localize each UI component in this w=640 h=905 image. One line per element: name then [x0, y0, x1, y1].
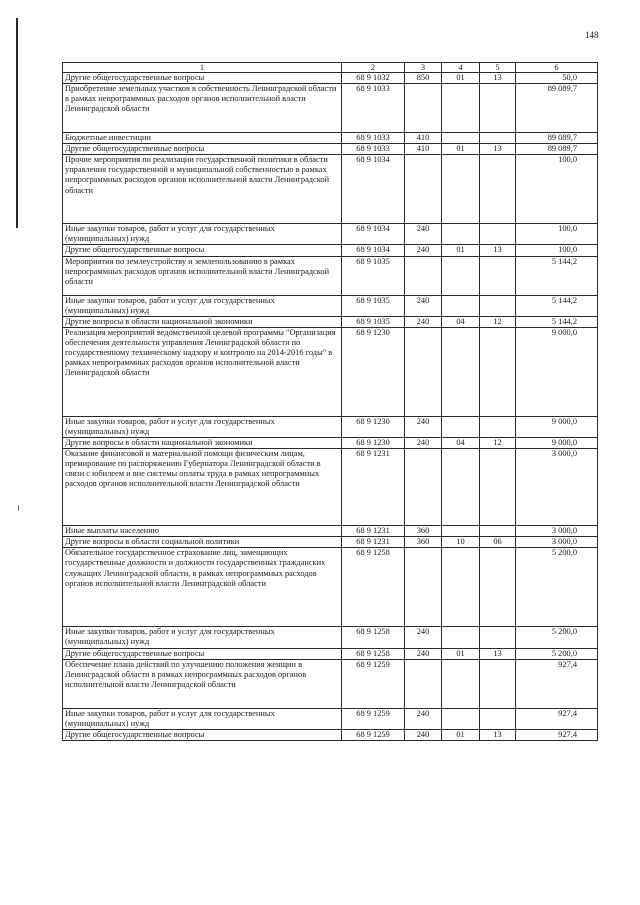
header-row: [63, 63, 598, 73]
row-vr: 240: [405, 416, 442, 437]
row-code: 68 9 1259: [342, 708, 405, 729]
row-name: Другие вопросы в области национальной экономики: [63, 316, 342, 327]
row-name: Другие общегосударственные вопросы: [63, 729, 342, 740]
row-code: 68 9 1035: [342, 316, 405, 327]
row-pr: [480, 416, 516, 437]
row-vr: [405, 659, 442, 708]
row-vr: [405, 548, 442, 627]
row-pr: [480, 708, 516, 729]
row-rz: 10: [442, 537, 480, 548]
row-sum: 89 089,7: [516, 133, 598, 144]
table-row: [63, 155, 598, 224]
row-sum: 3 000,0: [516, 526, 598, 537]
row-pr: [480, 256, 516, 295]
row-vr: 850: [405, 73, 442, 84]
row-sum: 3 000,0: [516, 449, 598, 526]
row-rz: [442, 708, 480, 729]
row-sum: 5 144,2: [516, 316, 598, 327]
row-vr: [405, 327, 442, 416]
row-code: 68 9 1230: [342, 416, 405, 437]
budget-table: [62, 62, 598, 741]
row-rz: [442, 449, 480, 526]
row-code: 68 9 1230: [342, 438, 405, 449]
row-pr: 13: [480, 73, 516, 84]
row-name: Другие общегосударственные вопросы: [63, 73, 342, 84]
table-row: [63, 729, 598, 740]
row-pr: 13: [480, 648, 516, 659]
row-code: 68 9 1032: [342, 73, 405, 84]
row-code: 68 9 1231: [342, 537, 405, 548]
row-vr: 240: [405, 295, 442, 316]
table-row: [63, 327, 598, 416]
header-col-4: 4: [442, 63, 480, 73]
row-vr: 240: [405, 224, 442, 245]
row-name: Приобретение земельных участков в собственность Ленинградской области в рамках непрограммных расходов органов исполнительной власти Ленинградской области: [63, 84, 342, 133]
row-rz: 04: [442, 316, 480, 327]
row-sum: 50,0: [516, 73, 598, 84]
row-sum: 927,4: [516, 729, 598, 740]
table-row: [63, 73, 598, 84]
row-rz: 01: [442, 73, 480, 84]
row-sum: 89 089,7: [516, 84, 598, 133]
row-sum: 100,0: [516, 245, 598, 256]
row-name: Другие вопросы в области национальной экономики: [63, 438, 342, 449]
row-name: Мероприятия по землеустройству и землепользованию в рамках непрограммных расходов органов исполнительной власти Ленинградской области: [63, 256, 342, 295]
row-code: 68 9 1033: [342, 144, 405, 155]
row-name: Реализация мероприятий ведомственной целевой программы "Организация обеспечения деятельности управления Ленинградской области по государственному техническому надзору и контролю на 2014-2016 годы" в рамках непрограммных расходов органов исполнительной власти Ленинградской области: [63, 327, 342, 416]
row-code: 68 9 1258: [342, 627, 405, 648]
row-name: Иные закупки товаров, работ и услуг для государственных (муниципальных) нужд: [63, 295, 342, 316]
row-name: Иные закупки товаров, работ и услуг для государственных (муниципальных) нужд: [63, 416, 342, 437]
table-row: [63, 537, 598, 548]
table-row: [63, 438, 598, 449]
row-rz: 01: [442, 648, 480, 659]
row-vr: 240: [405, 648, 442, 659]
table-row: [63, 316, 598, 327]
row-name: Другие вопросы в области социальной политики: [63, 537, 342, 548]
left-margin-tick: [18, 505, 19, 511]
row-rz: [442, 416, 480, 437]
row-code: 68 9 1034: [342, 155, 405, 224]
row-pr: 13: [480, 729, 516, 740]
row-sum: 5 200,0: [516, 627, 598, 648]
row-pr: [480, 526, 516, 537]
row-code: 68 9 1033: [342, 84, 405, 133]
row-pr: [480, 133, 516, 144]
row-vr: 360: [405, 537, 442, 548]
header-col-6: 6: [516, 63, 598, 73]
row-code: 68 9 1033: [342, 133, 405, 144]
row-pr: [480, 84, 516, 133]
row-vr: [405, 155, 442, 224]
row-code: 68 9 1259: [342, 659, 405, 708]
row-sum: 5 200,0: [516, 648, 598, 659]
row-name: Обязательное государственное страхование лиц, замещающих государственные должности и должности государственных гражданских служащих Ленинградской области, в рамках непрограммных расходов органов исполнительной власти Ленинградской области: [63, 548, 342, 627]
row-sum: 9 000,0: [516, 327, 598, 416]
header-col-1: 1: [63, 63, 342, 73]
row-code: 68 9 1231: [342, 526, 405, 537]
row-pr: [480, 659, 516, 708]
row-pr: [480, 449, 516, 526]
row-rz: 04: [442, 438, 480, 449]
row-rz: [442, 224, 480, 245]
row-rz: [442, 327, 480, 416]
row-pr: 12: [480, 438, 516, 449]
row-sum: 89 089,7: [516, 144, 598, 155]
header-col-5: 5: [480, 63, 516, 73]
table-row: [63, 548, 598, 627]
row-code: 68 9 1231: [342, 449, 405, 526]
row-pr: [480, 548, 516, 627]
table-row: [63, 245, 598, 256]
row-name: Иные закупки товаров, работ и услуг для государственных (муниципальных) нужд: [63, 627, 342, 648]
table-row: [63, 416, 598, 437]
row-rz: [442, 155, 480, 224]
row-pr: 13: [480, 245, 516, 256]
table-row: [63, 256, 598, 295]
table-row: [63, 627, 598, 648]
left-margin-line: [16, 18, 18, 228]
row-rz: [442, 295, 480, 316]
row-vr: 240: [405, 729, 442, 740]
budget-table-container: [62, 62, 597, 741]
row-code: 68 9 1034: [342, 224, 405, 245]
row-pr: 12: [480, 316, 516, 327]
row-name: Бюджетные инвестиции: [63, 133, 342, 144]
table-body: [63, 73, 598, 741]
table-row: [63, 295, 598, 316]
row-name: Обеспечение плана действий по улучшению положения женщин в Ленинградской области в рамках непрограммных расходов органов исполнительной власти Ленинградской области: [63, 659, 342, 708]
row-vr: [405, 449, 442, 526]
row-code: 68 9 1035: [342, 295, 405, 316]
row-sum: 100,0: [516, 224, 598, 245]
table-row: [63, 659, 598, 708]
row-rz: [442, 659, 480, 708]
row-name: Оказание финансовой и материальной помощи физическим лицам, премирование по распоряжению Губернатора Ленинградской области в связи с юбилеем и вне системы оплаты труда в рамках непрограммных расходов органов исполнительной власти Ленинградской области: [63, 449, 342, 526]
row-sum: 5 144,2: [516, 295, 598, 316]
row-vr: [405, 256, 442, 295]
row-sum: 927,4: [516, 659, 598, 708]
row-rz: [442, 548, 480, 627]
row-name: Иные закупки товаров, работ и услуг для государственных (муниципальных) нужд: [63, 224, 342, 245]
row-pr: [480, 327, 516, 416]
row-name: Прочие мероприятия по реализации государственной политики в области управления государственной и муниципальной собственностью в рамках непрограммных расходов органов исполнительной власти Ленинградской области: [63, 155, 342, 224]
row-rz: [442, 256, 480, 295]
table-row: [63, 708, 598, 729]
row-sum: 5 144,2: [516, 256, 598, 295]
row-sum: 9 000,0: [516, 416, 598, 437]
row-pr: [480, 627, 516, 648]
table-row: [63, 84, 598, 133]
row-pr: [480, 224, 516, 245]
row-vr: 240: [405, 708, 442, 729]
row-name: Другие общегосударственные вопросы: [63, 144, 342, 155]
row-code: 68 9 1258: [342, 648, 405, 659]
row-rz: [442, 84, 480, 133]
row-vr: 240: [405, 627, 442, 648]
row-vr: [405, 84, 442, 133]
header-col-3: 3: [405, 63, 442, 73]
row-rz: 01: [442, 729, 480, 740]
row-rz: 01: [442, 144, 480, 155]
row-vr: 410: [405, 144, 442, 155]
row-vr: 360: [405, 526, 442, 537]
row-vr: 240: [405, 245, 442, 256]
row-code: 68 9 1035: [342, 256, 405, 295]
row-code: 68 9 1259: [342, 729, 405, 740]
row-sum: 100,0: [516, 155, 598, 224]
row-sum: 3 000,0: [516, 537, 598, 548]
row-code: 68 9 1258: [342, 548, 405, 627]
row-name: Другие общегосударственные вопросы: [63, 245, 342, 256]
row-code: 68 9 1034: [342, 245, 405, 256]
table-row: [63, 224, 598, 245]
table-row: [63, 144, 598, 155]
row-pr: 13: [480, 144, 516, 155]
header-col-2: 2: [342, 63, 405, 73]
row-name: Иные закупки товаров, работ и услуг для государственных (муниципальных) нужд: [63, 708, 342, 729]
row-rz: [442, 526, 480, 537]
table-row: [63, 449, 598, 526]
table-header: [63, 63, 598, 73]
row-vr: 240: [405, 438, 442, 449]
row-name: Иные выплаты населению: [63, 526, 342, 537]
row-pr: [480, 155, 516, 224]
row-vr: 410: [405, 133, 442, 144]
row-sum: 927,4: [516, 708, 598, 729]
row-sum: 9 000,0: [516, 438, 598, 449]
row-pr: 06: [480, 537, 516, 548]
table-row: [63, 526, 598, 537]
row-pr: [480, 295, 516, 316]
row-name: Другие общегосударственные вопросы: [63, 648, 342, 659]
table-row: [63, 648, 598, 659]
row-vr: 240: [405, 316, 442, 327]
row-code: 68 9 1230: [342, 327, 405, 416]
page-number: 148: [585, 30, 599, 40]
row-rz: [442, 627, 480, 648]
row-sum: 5 200,0: [516, 548, 598, 627]
table-row: [63, 133, 598, 144]
row-rz: [442, 133, 480, 144]
row-rz: 01: [442, 245, 480, 256]
